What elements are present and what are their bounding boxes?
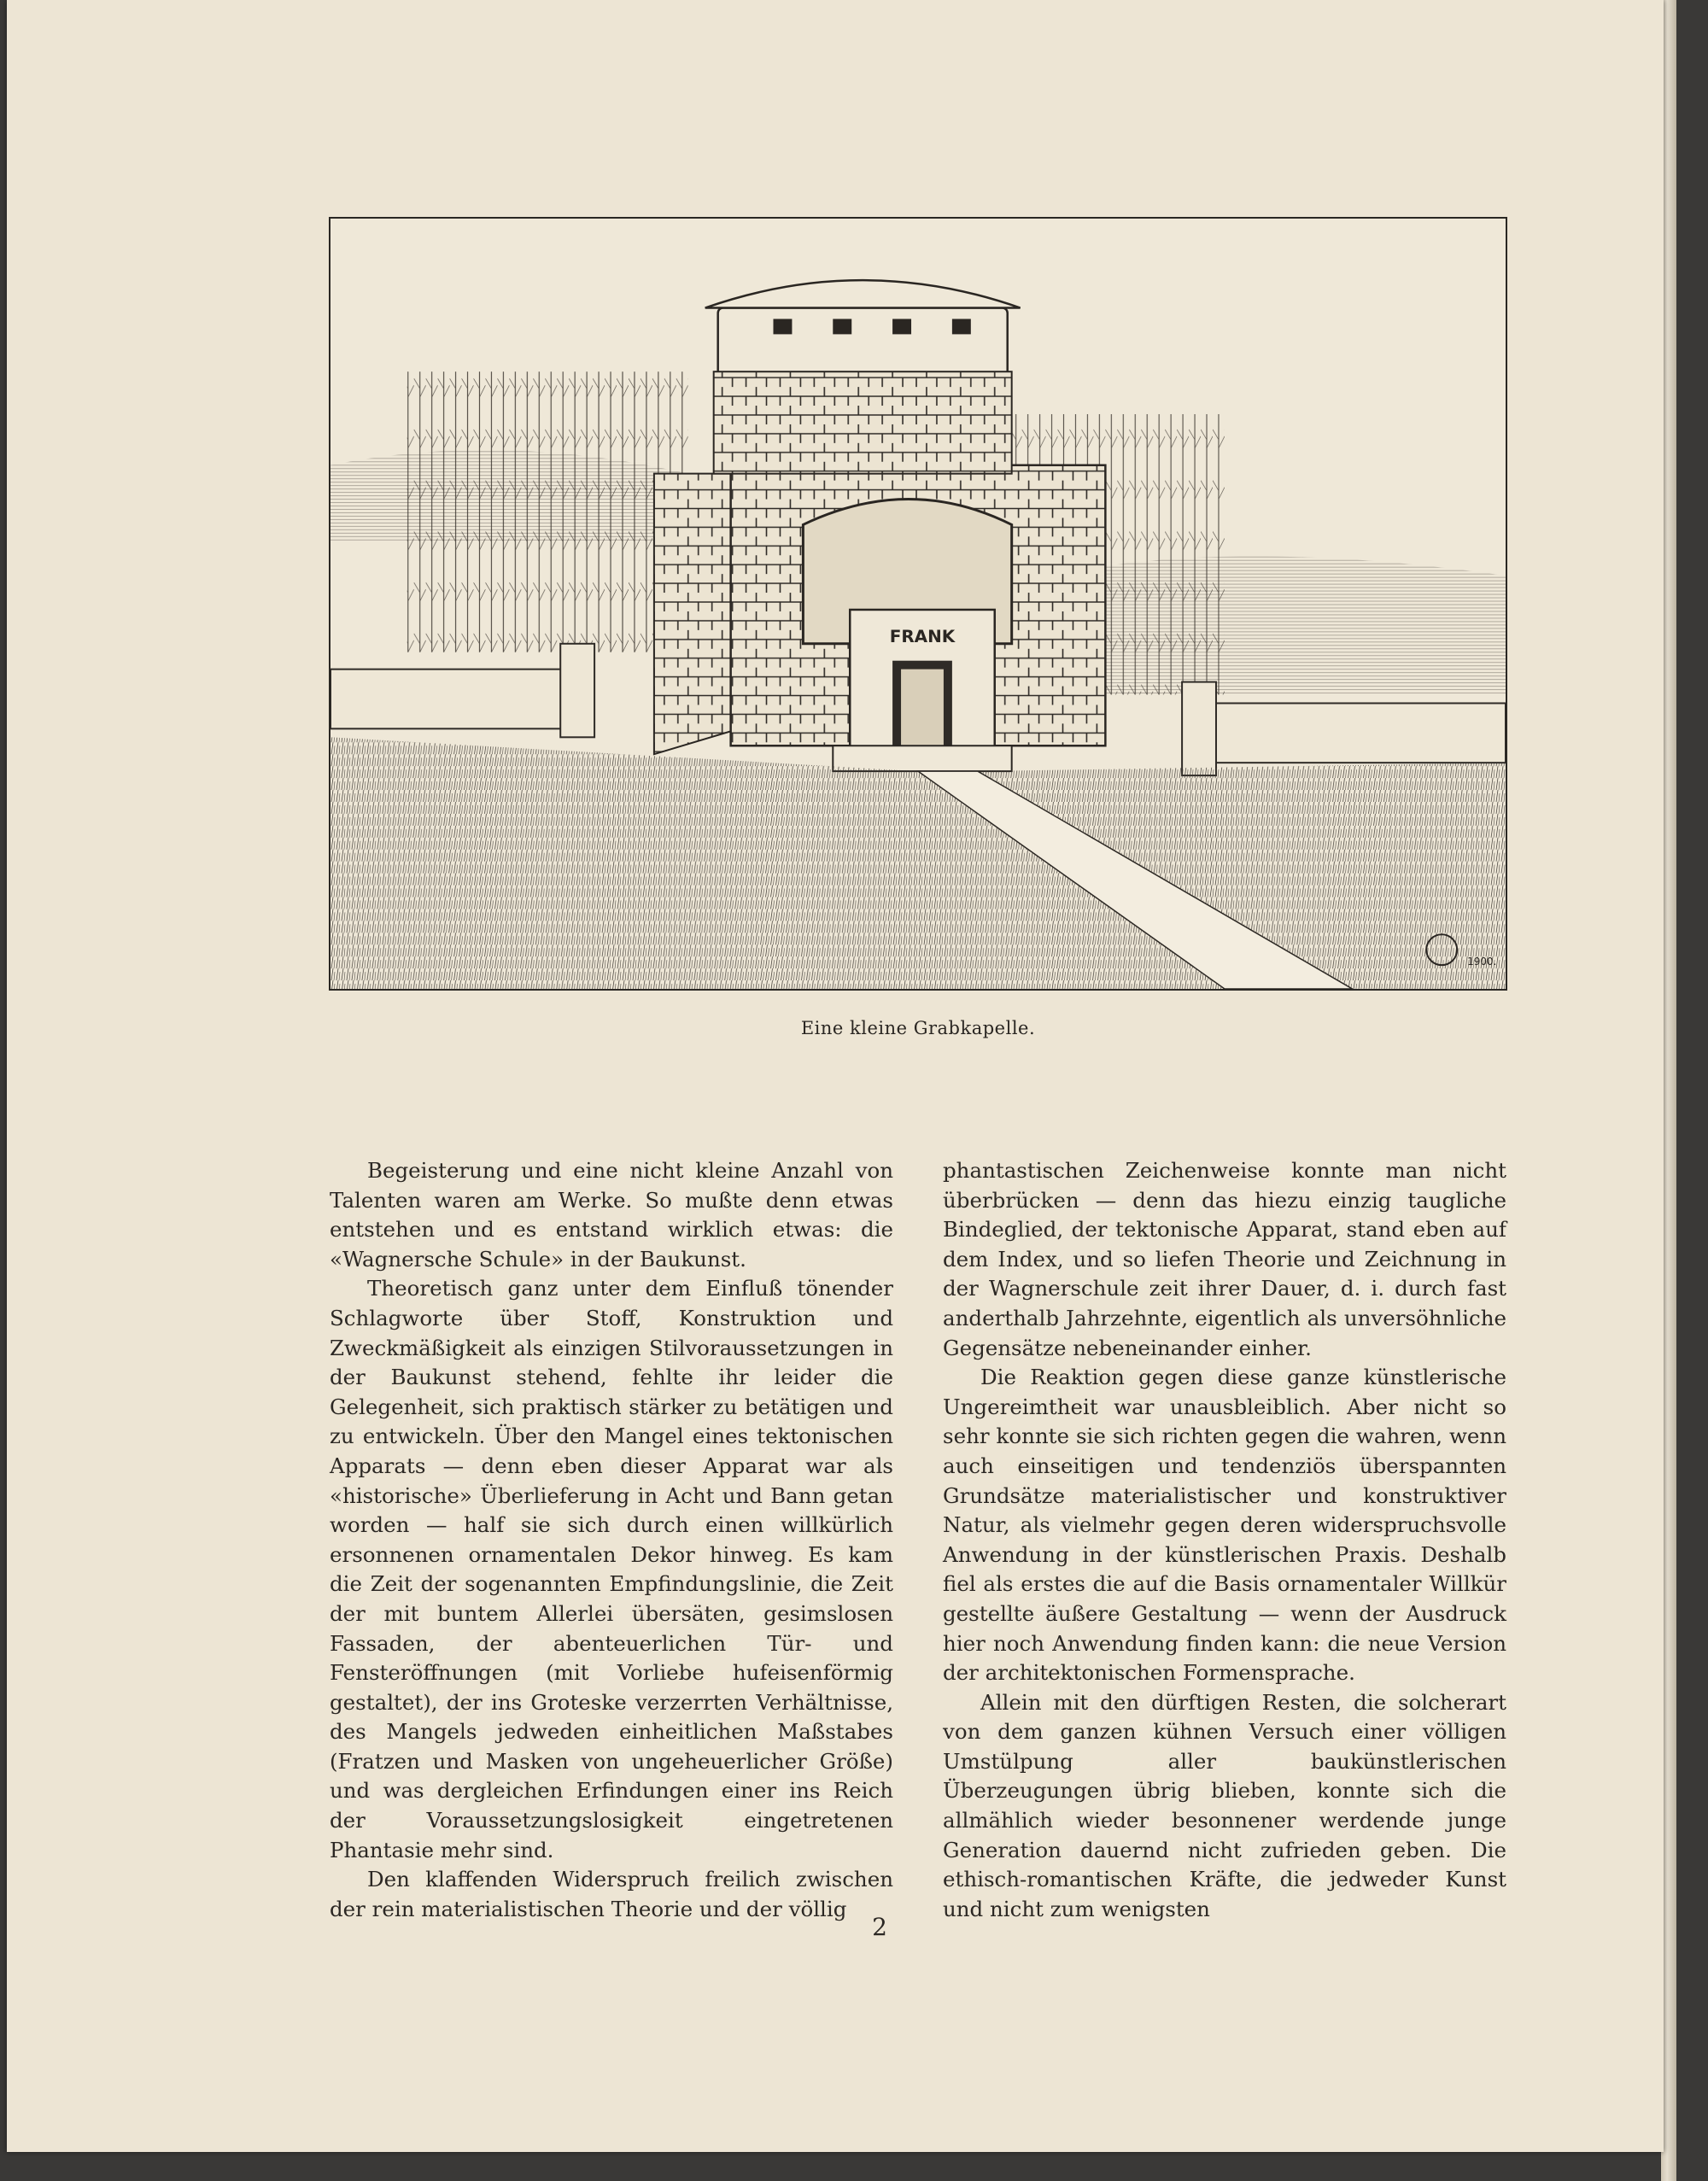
illustration-drawing [330,219,1506,989]
figure-caption: Eine kleine Grabkapelle. [800,1018,1036,1038]
page-number: 2 [872,1913,887,1941]
text-column-right [943,1156,1506,1924]
paragraph: Die Reaktion gegen diese ganze künstlerische Ungereimtheit war unausbleiblich. Aber nicht so sehr konnte sie sich richten gegen die wahren, wenn auch einseitigen und tendenziös überspannten Grundsätze materialistischer und konstruktiver Natur, als vielmehr gegen deren widerspruchsvolle Anwendung in der künstlerischen Praxis. Deshalb fiel als erstes die auf die Basis ornamentaler Willkür gestellte äußere Gestaltung — wenn der Ausdruck hier noch Anwendung finden kann: die neue Version der architektonischen Formensprache. [943,1365,1506,1686]
text-column-left [330,1156,893,1924]
artist-year-label: 1900. [1467,956,1497,968]
paragraph: Allein mit den dürftigen Resten, die solcherart von dem ganzen kühnen Versuch einer völligen Umstülpung aller baukünstlerischen Überzeugungen übrig blieben, konnte sich die allmählich wieder besonnener werdende junge Generation dauernd nicht zufrieden geben. Die ethisch-romantischen Kräfte, die jedweder Kunst und nicht zum wenigsten [943,1689,1506,1921]
svg-text:FRANK: FRANK [889,626,956,646]
paragraph: Theoretisch ganz unter dem Einfluß tönender Schlagworte über Stoff, Konstruktion und Zweckmäßigkeit als einzigen Stilvoraussetzungen in der Baukunst stehend, fehlte ihr leider die Gelegenheit, sich praktisch stärker zu betätigen und zu entwickeln. Über den Mangel eines tektonischen Apparats — denn eben dieser Apparat war als «historische» Überlieferung in Acht und Bann getan worden — half sie sich durch einen willkürlich ersonnenen ornamentalen Dekor hinweg. Es kam die Zeit der sogenannten Empfindungslinie, die Zeit der mit buntem Allerlei übersäten, gesimslosen Fassaden, der abenteuerlichen Tür- und Fensteröffnungen (mit Vorliebe hufeisenförmig gestaltet), der ins Groteske verzerrten Verhältnisse, des Mangels jedweden einheitlichen Maßstabes (Fratzen und Masken von ungeheuerlicher Größe) und was dergleichen Erfindungen einer ins Reich der Voraussetzungslosigkeit eingetretenen Phantasie mehr sind. [330,1276,893,1862]
paragraph: Den klaffenden Widerspruch freilich zwischen der rein materialistischen Theorie und der völlig [330,1867,893,1921]
illustration-grabkapelle [329,217,1507,991]
paragraph: phantastischen Zeichenweise konnte man nicht überbrücken — denn das hiezu einzig taugliche Bindeglied, der tektonische Apparat, stand eben auf dem Index, und so liefen Theorie und Zeichnung in der Wagnerschule zeit ihrer Dauer, d. i. durch fast anderthalb Jahrzehnte, eigentlich als unversöhnliche Gegensätze nebeneinander einher. [943,1158,1506,1360]
paragraph: Begeisterung und eine nicht kleine Anzahl von Talenten waren am Werke. So mußte denn etwas entstehen und es entstand wirklich etwas: die «Wagnersche Schule» in der Baukunst. [330,1158,893,1272]
